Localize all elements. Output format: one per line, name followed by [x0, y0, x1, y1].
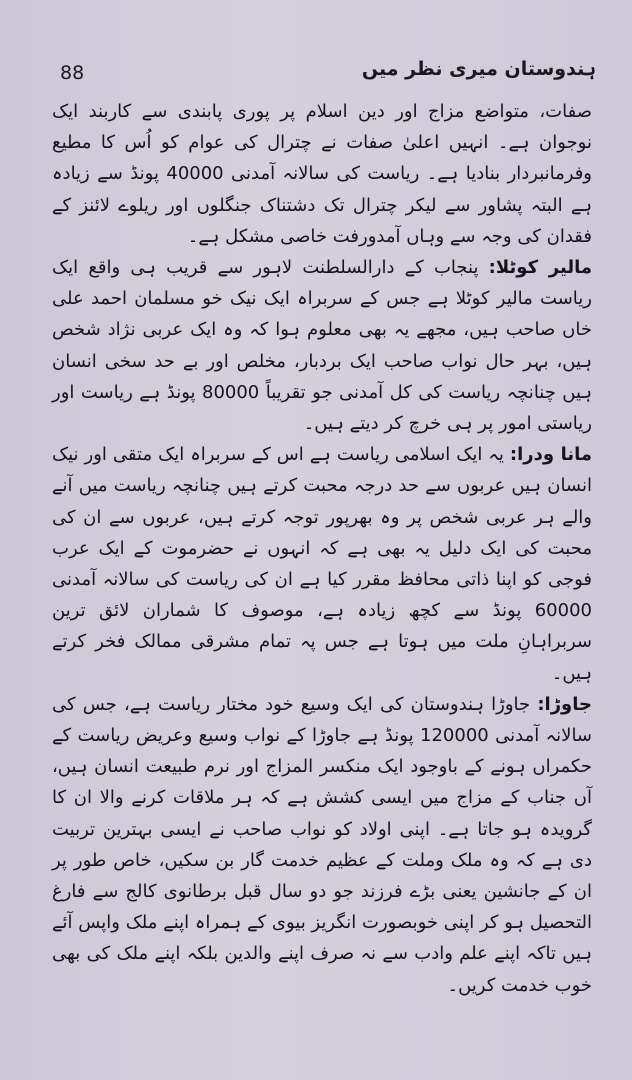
paragraph-chitral: [52, 96, 592, 252]
paragraph-manavadar: [52, 439, 592, 689]
paragraph-text: پنجاب کے دارالسلطنت لاہور سے قریب ہی واقع ایک ریاست مالیر کوٹلا ہے جس کے سربراہ ایک نیک خو مسلمان احمد علی خاں صاحب ہیں، مجھے یہ بھی معلوم ہوا کہ وہ ایک عربی نژاد شخص ہیں، بہر حال نواب صاحب ایک بردبار، مخلص اور بے حد سخی انسان ہیں چنانچہ ریاست کی کل آمدنی جو تقریباً 80000 پونڈ ہے ریاست اور ریاستی امور پر ہی خرچ کر دیتے ہیں۔: [52, 257, 592, 435]
paragraph-text: جاوڑا ہندوستان کی ایک وسیع خود مختار ریاست ہے، جس کی سالانہ آمدنی 120000 پونڈ ہے جاوڑا کے نواب وسیع وعریض ریاست کے حکمراں ہونے کے باوجود ایک منکسر المزاج اور نرم طبیعت انسان ہیں، آں جناب کے مزاج میں ایسی کشش ہے کہ ہر ملاقات کرنے والا ان کا گرویدہ ہو جاتا ہے۔ اپنی اولاد کو نواب صاحب نے ایسی بہترین تربیت دی ہے کہ وہ ملک وملت کے عظیم خدمت گار بن سکیں، خاص طور پر ان کے جانشین یعنی بڑے فرزند جو دو سال قبل برطانوی کالج سے فارغ التحصیل ہو کر اپنی خوبصورت انگریز بیوی کے ہمراہ اپنے ملک واپس آئے ہیں تاکہ اپنے علم وادب سے نہ صرف اپنے والدین بلکہ اپنے ملک کی بھی خوب خدمت کریں۔: [52, 693, 593, 996]
section-term-manavadar: مانا ودرا:: [509, 444, 592, 466]
page-header: [60, 58, 596, 92]
section-term-jaora: جاوڑا:: [537, 693, 592, 715]
running-title: ہندوستان میری نظر میں: [361, 58, 596, 80]
paragraph-text: یہ ایک اسلامی ریاست ہے اس کے سربراہ ایک متقی اور نیک انسان ہیں عربوں سے حد درجہ محبت کرتے ہیں چنانچہ ریاست میں آنے والے ہر عربی شخص پر وہ بھرپور توجہ کرتے ہیں، عربوں سے ان کی محبت کی ایک دلیل یہ بھی ہے کہ انہوں نے حضرموت کے ایک عرب فوجی کو اپنا ذاتی محافظ مقرر کیا ہے ان کی ریاست کی سالانہ آمدنی 60000 پونڈ سے کچھ زیادہ ہے، موصوف کا شماران لائق ترین سربراہانِ ملت میں ہوتا ہے جس پہ تمام مشرقی ممالک فخر کرتے ہیں۔: [52, 444, 592, 684]
page-number: 88: [60, 62, 85, 84]
body-text: [52, 96, 592, 1001]
paragraph-text: صفات، متواضع مزاج اور دین اسلام پر پوری پابندی سے کاربند ایک نوجوان ہے۔ انہیں اعلیٰ صفات نے چترال کی عوام کو اُس کا مطیع وفرمانبردار بنادیا ہے۔ ریاست کی سالانہ آمدنی 40000 پونڈ سے زیادہ ہے البتہ پشاور سے لیکر چترال تک دشتناک جنگلوں اور ریلوے لائنز کے فقدان کی وجہ سے وہاں آمدورفت خاصی مشکل ہے۔: [52, 101, 593, 247]
section-term-malerkotla: مالیر کوٹلا:: [488, 257, 592, 279]
paragraph-jaora: [52, 689, 592, 1001]
paragraph-malerkotla: [52, 252, 592, 439]
